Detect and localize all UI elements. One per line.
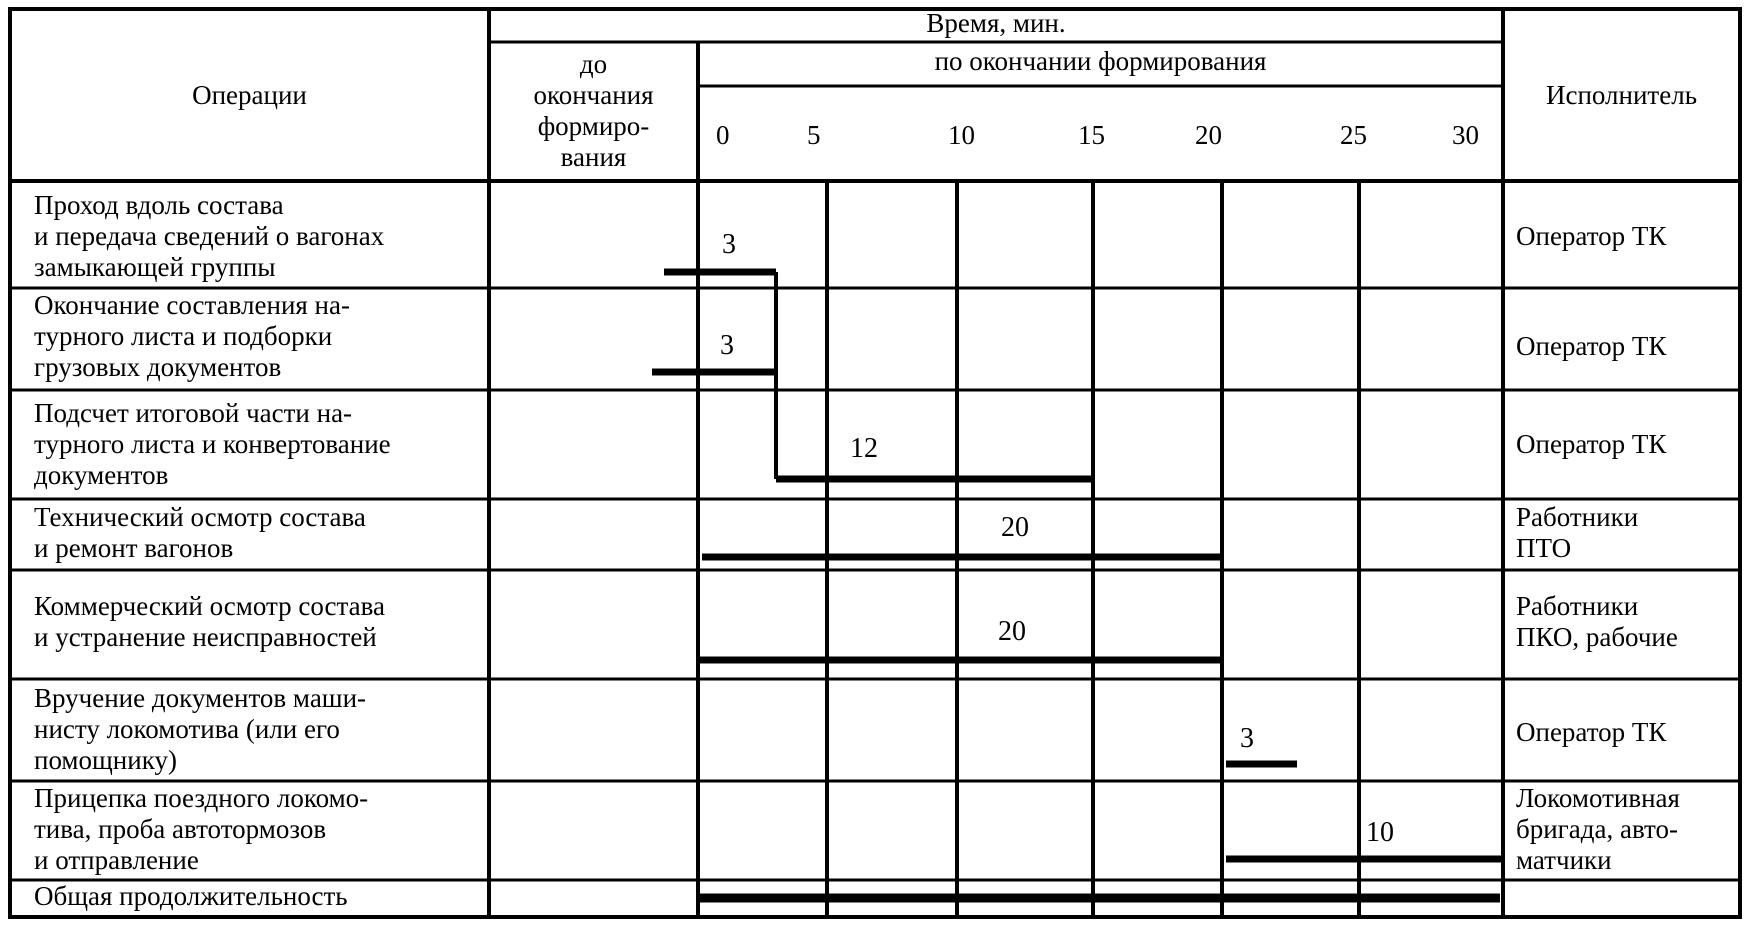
after-formation-header: по окончании формирования bbox=[934, 46, 1267, 76]
executor-6: Оператор ТК bbox=[1516, 717, 1667, 747]
operation-2: Окончание составления на- турного листа и подборки грузовых документов bbox=[34, 290, 350, 382]
tick-30: 30 bbox=[1452, 120, 1479, 150]
executor-5: Работники ПКО, рабочие bbox=[1516, 591, 1678, 652]
duration-4: 20 bbox=[1001, 512, 1029, 543]
duration-1: 3 bbox=[722, 229, 736, 260]
executor-header: Исполнитель bbox=[1545, 80, 1698, 110]
tick-25: 25 bbox=[1340, 120, 1367, 150]
duration-2: 3 bbox=[720, 330, 734, 361]
time-header: Время, мин. bbox=[926, 8, 1066, 38]
operation-1: Проход вдоль состава и передача сведений о вагонах замыкающей группы bbox=[34, 190, 385, 282]
duration-7: 10 bbox=[1366, 817, 1394, 848]
operation-7: Прицепка поездного локомо- тива, проба автотормозов и отправление bbox=[34, 783, 369, 875]
operations-header: Операции bbox=[192, 80, 307, 110]
before-formation-header: до окончания формиро- вания bbox=[533, 49, 654, 172]
executor-4: Работники ПТО bbox=[1516, 502, 1639, 563]
duration-3: 12 bbox=[850, 433, 878, 464]
tick-20: 20 bbox=[1195, 120, 1222, 150]
operation-3: Подсчет итоговой части на- турного листа и конвертование документов bbox=[34, 398, 391, 490]
tick-15: 15 bbox=[1078, 120, 1105, 150]
operation-4: Технический осмотр состава и ремонт вагонов bbox=[34, 502, 366, 563]
tick-5: 5 bbox=[807, 120, 821, 150]
executor-7: Локомотивная бригада, авто- матчики bbox=[1516, 783, 1680, 875]
tick-0: 0 bbox=[716, 120, 730, 150]
executor-3: Оператор ТК bbox=[1516, 429, 1667, 459]
executor-1: Оператор ТК bbox=[1516, 221, 1667, 251]
duration-5: 20 bbox=[998, 616, 1026, 647]
tick-10: 10 bbox=[948, 120, 975, 150]
operation-6: Вручение документов маши- нисту локомотива (или его помощнику) bbox=[34, 683, 367, 775]
operation-total: Общая продолжительность bbox=[34, 881, 348, 911]
operation-5: Коммерческий осмотр состава и устранение неисправностей bbox=[34, 591, 386, 652]
executor-2: Оператор ТК bbox=[1516, 331, 1667, 361]
duration-6: 3 bbox=[1240, 723, 1254, 754]
